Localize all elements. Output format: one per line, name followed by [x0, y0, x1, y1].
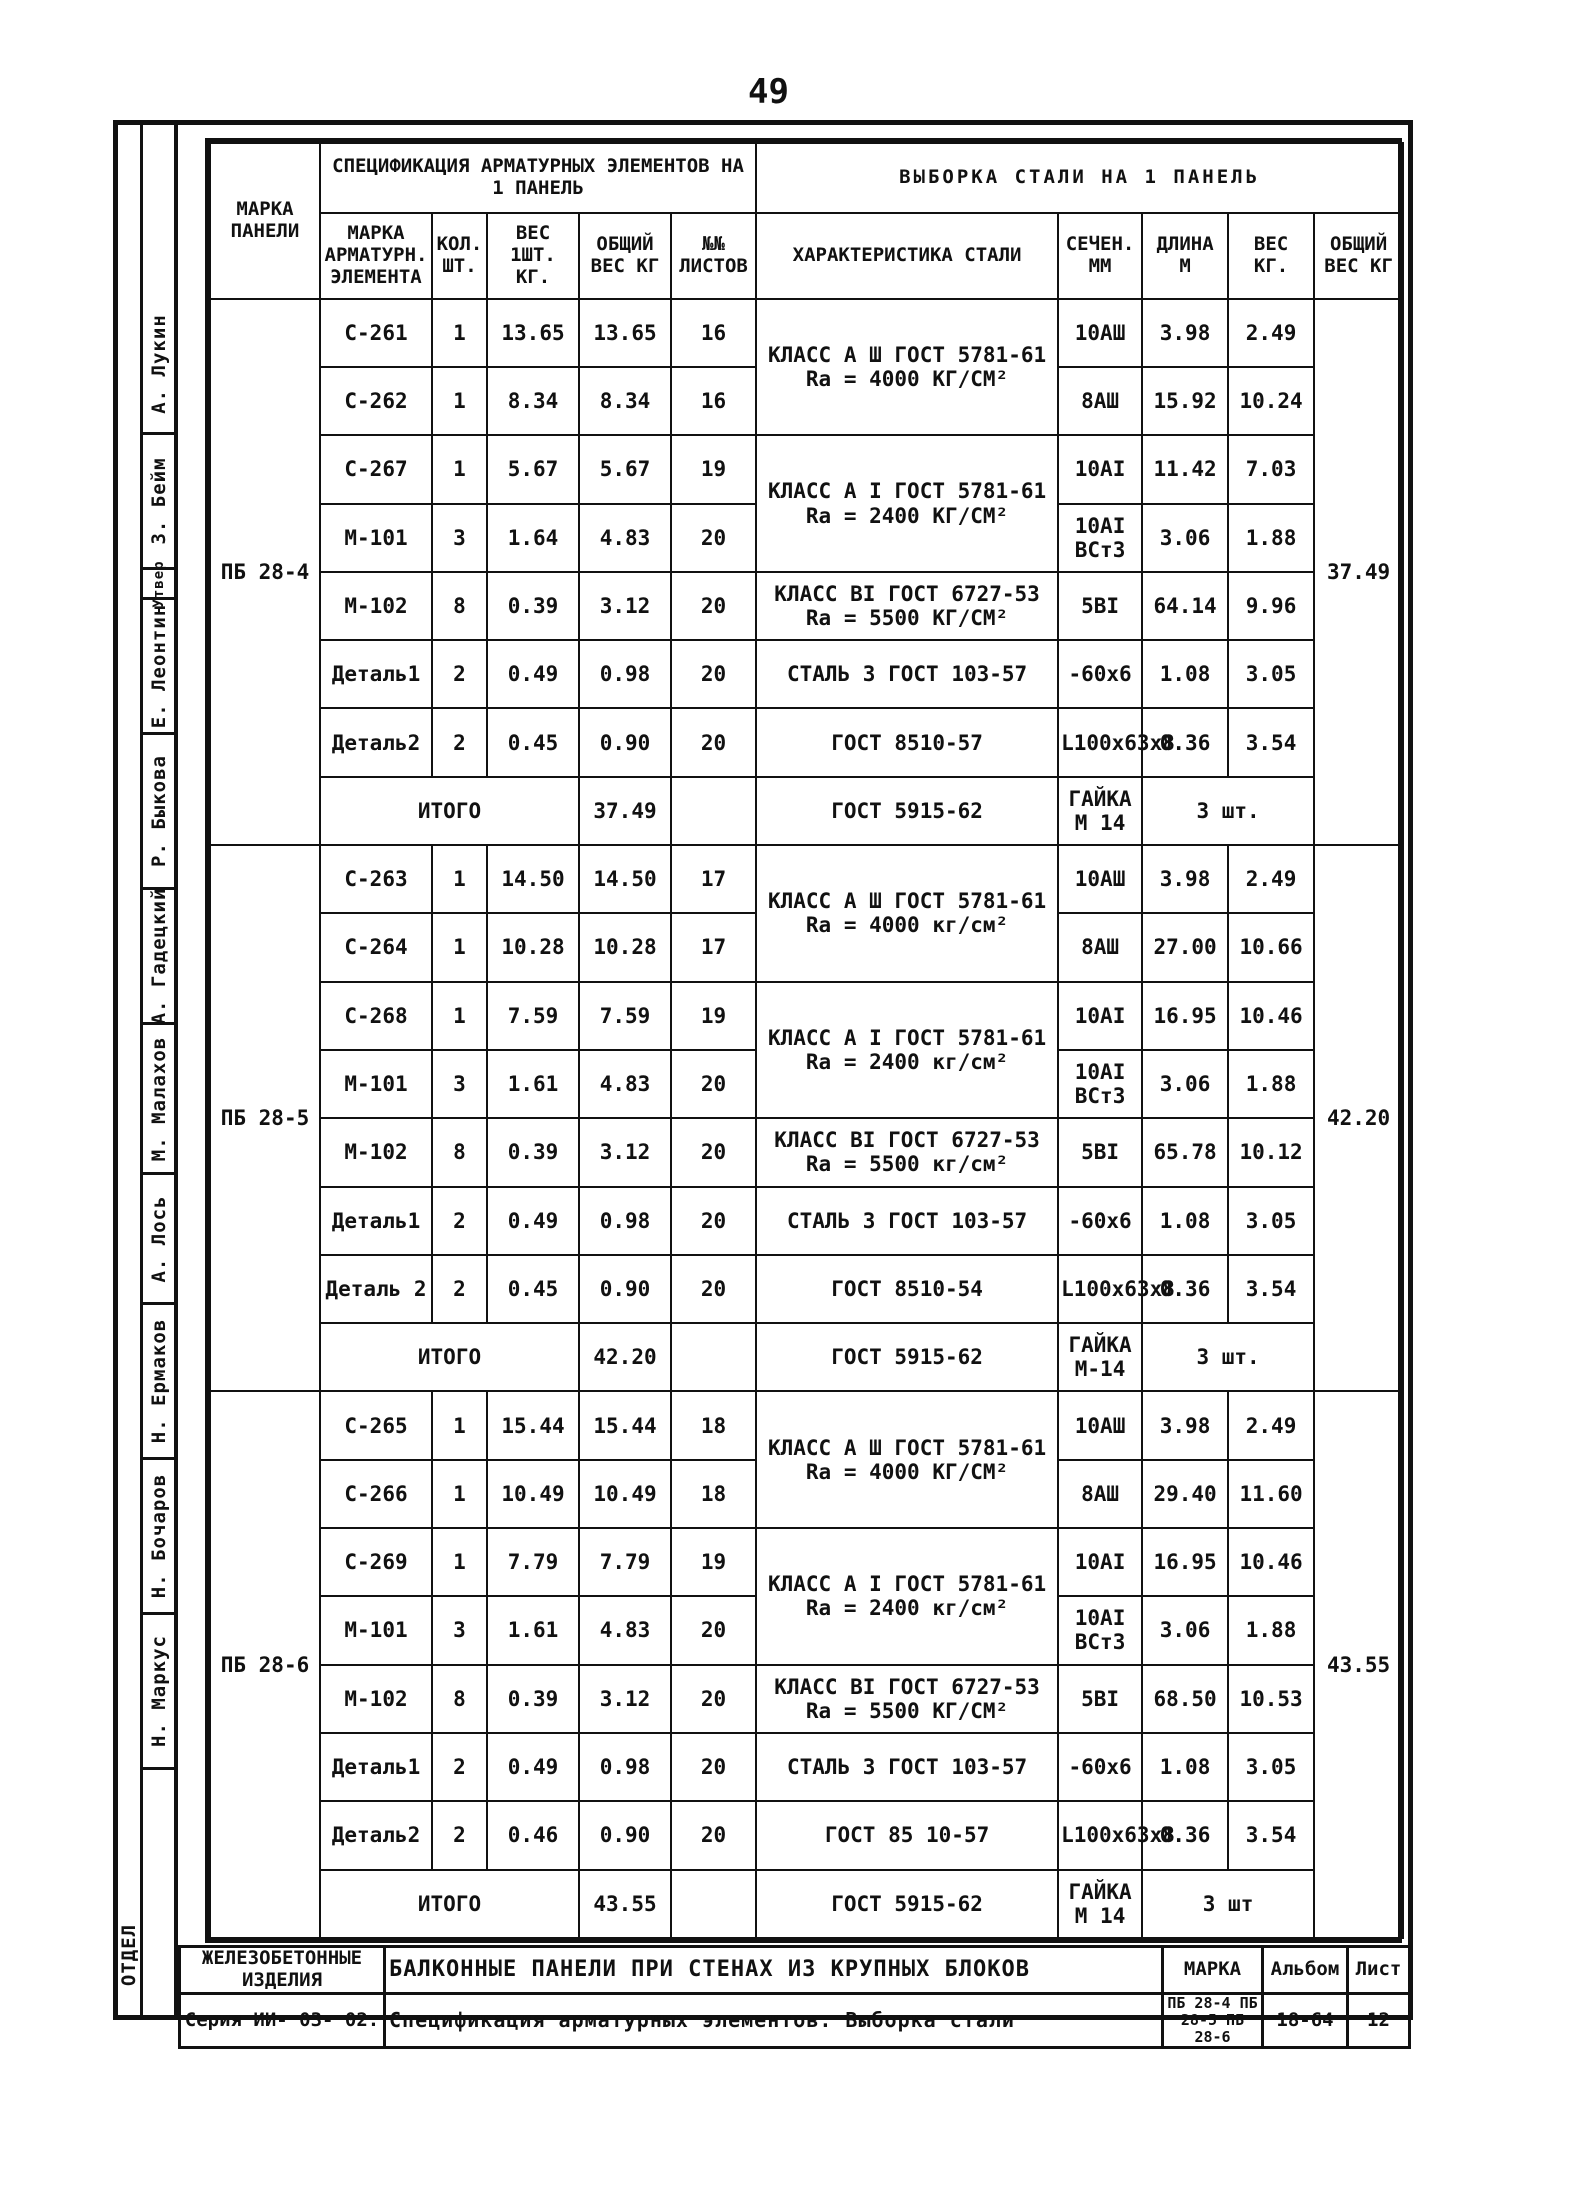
panel-total-steel-weight: 42.20 [1314, 845, 1403, 1391]
element-mark: С-261 [320, 299, 432, 367]
itogo-label: ИТОГО [320, 777, 579, 845]
itogo-value: 37.49 [579, 777, 671, 845]
element-total-weight: 3.12 [579, 572, 671, 640]
steel-weight: 3.54 [1228, 708, 1314, 776]
approver-cell [140, 1025, 178, 1175]
element-unit-weight: 14.50 [487, 845, 579, 913]
table-row [210, 299, 1403, 367]
steel-weight: 2.49 [1228, 1391, 1314, 1459]
steel-length: 16.95 [1142, 982, 1228, 1050]
steel-length: 68.50 [1142, 1665, 1228, 1733]
element-sheet: 20 [671, 504, 756, 572]
steel-section: -60х6 [1058, 1187, 1142, 1255]
element-mark: Деталь1 [320, 1187, 432, 1255]
element-quantity: 2 [432, 1255, 487, 1323]
nut-quantity: 3 шт [1142, 1870, 1314, 1938]
header-marka-element: МАРКА АРМАТУРН. ЭЛЕМЕНТА [320, 213, 432, 298]
approver-cell [140, 559, 178, 608]
approver-name: А. Лукин [148, 313, 170, 414]
table-row [210, 1733, 1403, 1801]
steel-length: 11.42 [1142, 435, 1228, 503]
album-number: 18-64 [1263, 1993, 1348, 2048]
nut-section: ГАЙКА М 14 [1058, 777, 1142, 845]
element-unit-weight: 0.39 [487, 572, 579, 640]
element-total-weight: 4.83 [579, 504, 671, 572]
steel-section: 5ВI [1058, 1118, 1142, 1186]
album-label: Альбом [1263, 1947, 1348, 1994]
element-unit-weight: 10.28 [487, 913, 579, 981]
header-unit-weight: ВЕС 1ШТ. КГ. [487, 213, 579, 298]
approver-cell [140, 1615, 178, 1770]
nut-section: ГАЙКА М-14 [1058, 1323, 1142, 1391]
table-row [210, 1118, 1403, 1186]
approver-cell [140, 600, 178, 735]
approver-name: Е. Леонтин [148, 603, 170, 729]
element-unit-weight: 0.39 [487, 1118, 579, 1186]
header-sheets: №№ ЛИСТОВ [671, 213, 756, 298]
element-sheet: 19 [671, 435, 756, 503]
steel-section: 10АШ [1058, 845, 1142, 913]
steel-characteristic: СТАЛЬ 3 ГОСТ 103-57 [756, 640, 1058, 708]
element-total-weight: 0.98 [579, 640, 671, 708]
steel-weight: 3.05 [1228, 640, 1314, 708]
nut-quantity: 3 шт. [1142, 777, 1314, 845]
element-unit-weight: 5.67 [487, 435, 579, 503]
header-steel-weight: ВЕС КГ. [1228, 213, 1314, 298]
element-sheet: 20 [671, 572, 756, 640]
steel-section: L100х63х8 [1058, 1255, 1142, 1323]
steel-characteristic: КЛАСС А Ш ГОСТ 5781-61 Rа = 4000 КГ/СМ² [756, 1391, 1058, 1528]
sheet-label: Лист [1348, 1947, 1410, 1994]
element-mark: М-102 [320, 1665, 432, 1733]
steel-section: -60х6 [1058, 1733, 1142, 1801]
steel-weight: 11.60 [1228, 1460, 1314, 1528]
table-row [210, 1665, 1403, 1733]
approver-cell [140, 735, 178, 890]
element-unit-weight: 15.44 [487, 1391, 579, 1459]
marka-values: ПБ 28-4 ПБ 28-5 ПБ 28-6 [1163, 1993, 1263, 2048]
element-total-weight: 14.50 [579, 845, 671, 913]
steel-characteristic: СТАЛЬ 3 ГОСТ 103-57 [756, 1733, 1058, 1801]
itogo-value: 43.55 [579, 1870, 671, 1938]
steel-length: 3.98 [1142, 845, 1228, 913]
element-sheet: 19 [671, 982, 756, 1050]
element-sheet: 20 [671, 1255, 756, 1323]
steel-weight: 10.46 [1228, 1528, 1314, 1596]
steel-characteristic: КЛАСС А I ГОСТ 5781-61 Rа = 2400 кг/см² [756, 1528, 1058, 1665]
table-row [210, 1323, 1403, 1391]
approver-cell [140, 1175, 178, 1305]
panel-mark: ПБ 28-4 [210, 299, 320, 845]
header-steel-characteristic: ХАРАКТЕРИСТИКА СТАЛИ [756, 213, 1058, 298]
element-unit-weight: 0.49 [487, 640, 579, 708]
element-total-weight: 3.12 [579, 1118, 671, 1186]
itogo-value: 42.20 [579, 1323, 671, 1391]
steel-length: 1.08 [1142, 1733, 1228, 1801]
element-unit-weight: 1.61 [487, 1050, 579, 1118]
panel-total-steel-weight: 43.55 [1314, 1391, 1403, 1938]
steel-section: 10АI [1058, 435, 1142, 503]
steel-weight: 2.49 [1228, 299, 1314, 367]
table-row [210, 1391, 1403, 1459]
strip-label: ОТДЕЛ [118, 1923, 140, 1987]
approver-name: Н. Бочаров [148, 1473, 170, 1599]
steel-section: 8АШ [1058, 1460, 1142, 1528]
element-mark: Деталь2 [320, 1801, 432, 1869]
table-row [210, 572, 1403, 640]
steel-section: 10АI ВСт3 [1058, 1596, 1142, 1664]
element-mark: С-264 [320, 913, 432, 981]
element-unit-weight: 1.61 [487, 1596, 579, 1664]
header-steel-total: ОБЩИЙ ВЕС КГ [1314, 213, 1403, 298]
steel-section: 10АI [1058, 982, 1142, 1050]
nut-quantity: 3 шт. [1142, 1323, 1314, 1391]
table-row [210, 1255, 1403, 1323]
element-unit-weight: 0.46 [487, 1801, 579, 1869]
nut-section: ГАЙКА М 14 [1058, 1870, 1142, 1938]
steel-section: 10АI [1058, 1528, 1142, 1596]
drawing-title-line1: БАЛКОННЫЕ ПАНЕЛИ ПРИ СТЕНАХ ИЗ КРУПНЫХ БЛОКОВ [385, 1947, 1163, 1994]
element-quantity: 2 [432, 1801, 487, 1869]
header-length: ДЛИНА М [1142, 213, 1228, 298]
element-total-weight: 8.34 [579, 367, 671, 435]
table-row [210, 1870, 1403, 1938]
element-total-weight: 10.28 [579, 913, 671, 981]
approver-cell [140, 887, 178, 1025]
element-sheet: 20 [671, 1187, 756, 1255]
element-unit-weight: 0.39 [487, 1665, 579, 1733]
steel-length: 0.36 [1142, 1801, 1228, 1869]
element-mark: М-101 [320, 1050, 432, 1118]
element-unit-weight: 7.79 [487, 1528, 579, 1596]
element-sheet: 17 [671, 913, 756, 981]
element-mark: Деталь2 [320, 708, 432, 776]
title-block [178, 1945, 1408, 2047]
table-row [210, 1187, 1403, 1255]
element-unit-weight: 7.59 [487, 982, 579, 1050]
steel-characteristic: КЛАСС А I ГОСТ 5781-61 Rа = 2400 кг/см² [756, 982, 1058, 1119]
nut-standard: ГОСТ 5915-62 [756, 777, 1058, 845]
table-row [210, 777, 1403, 845]
steel-length: 1.08 [1142, 640, 1228, 708]
element-total-weight: 0.90 [579, 708, 671, 776]
nut-standard: ГОСТ 5915-62 [756, 1870, 1058, 1938]
element-total-weight: 0.98 [579, 1187, 671, 1255]
series-number: Серия ИИ- 03- 02. [180, 1993, 385, 2048]
element-unit-weight: 13.65 [487, 299, 579, 367]
steel-section: 5ВI [1058, 1665, 1142, 1733]
empty-cell [671, 1323, 756, 1391]
approver-name: Н. Маркус [148, 1635, 170, 1747]
element-unit-weight: 0.49 [487, 1187, 579, 1255]
steel-section: L100х63х8 [1058, 1801, 1142, 1869]
sheet-number: 12 [1348, 1993, 1410, 2048]
itogo-label: ИТОГО [320, 1323, 579, 1391]
element-sheet: 20 [671, 1665, 756, 1733]
approver-cell [140, 435, 178, 570]
element-quantity: 2 [432, 640, 487, 708]
steel-length: 65.78 [1142, 1118, 1228, 1186]
steel-weight: 10.24 [1228, 367, 1314, 435]
element-sheet: 16 [671, 299, 756, 367]
element-mark: С-265 [320, 1391, 432, 1459]
steel-length: 27.00 [1142, 913, 1228, 981]
element-total-weight: 0.90 [579, 1255, 671, 1323]
approver-name: З. Бейм [148, 457, 170, 545]
header-quantity: КОЛ. ШТ. [432, 213, 487, 298]
org-name: ЖЕЛЕЗОБЕТОННЫЕ ИЗДЕЛИЯ [180, 1947, 385, 1994]
steel-characteristic: КЛАСС ВI ГОСТ 6727-53 Rа = 5500 КГ/СМ² [756, 572, 1058, 640]
steel-length: 1.08 [1142, 1187, 1228, 1255]
steel-weight: 3.54 [1228, 1801, 1314, 1869]
element-total-weight: 10.49 [579, 1460, 671, 1528]
steel-length: 3.06 [1142, 504, 1228, 572]
steel-weight: 10.66 [1228, 913, 1314, 981]
steel-characteristic: ГОСТ 8510-54 [756, 1255, 1058, 1323]
steel-characteristic: КЛАСС А Ш ГОСТ 5781-61 Rа = 4000 кг/см² [756, 845, 1058, 982]
specification-table-area [205, 138, 1402, 1943]
steel-length: 3.06 [1142, 1596, 1228, 1664]
steel-length: 0.36 [1142, 708, 1228, 776]
specification-table [209, 142, 1404, 1939]
element-mark: Деталь 2 [320, 1255, 432, 1323]
steel-weight: 1.88 [1228, 1596, 1314, 1664]
steel-length: 3.06 [1142, 1050, 1228, 1118]
element-quantity: 8 [432, 1665, 487, 1733]
element-quantity: 1 [432, 1391, 487, 1459]
steel-weight: 3.05 [1228, 1187, 1314, 1255]
steel-length: 29.40 [1142, 1460, 1228, 1528]
steel-length: 16.95 [1142, 1528, 1228, 1596]
element-quantity: 1 [432, 845, 487, 913]
element-sheet: 18 [671, 1460, 756, 1528]
element-quantity: 1 [432, 913, 487, 981]
steel-section: -60х6 [1058, 640, 1142, 708]
element-quantity: 8 [432, 1118, 487, 1186]
element-total-weight: 15.44 [579, 1391, 671, 1459]
element-sheet: 18 [671, 1391, 756, 1459]
steel-weight: 10.46 [1228, 982, 1314, 1050]
table-row [210, 982, 1403, 1050]
element-sheet: 20 [671, 640, 756, 708]
element-total-weight: 3.12 [579, 1665, 671, 1733]
empty-cell [671, 777, 756, 845]
steel-length: 15.92 [1142, 367, 1228, 435]
nut-standard: ГОСТ 5915-62 [756, 1323, 1058, 1391]
header-marka-paneli: МАРКА ПАНЕЛИ [210, 143, 320, 299]
element-total-weight: 0.90 [579, 1801, 671, 1869]
itogo-label: ИТОГО [320, 1870, 579, 1938]
steel-weight: 10.12 [1228, 1118, 1314, 1186]
header-spec-title: СПЕЦИФИКАЦИЯ АРМАТУРНЫХ ЭЛЕМЕНТОВ НА 1 ПАНЕЛЬ [320, 143, 756, 213]
steel-weight: 1.88 [1228, 504, 1314, 572]
element-mark: Деталь1 [320, 640, 432, 708]
table-row [210, 640, 1403, 708]
steel-length: 64.14 [1142, 572, 1228, 640]
steel-characteristic: КЛАСС ВI ГОСТ 6727-53 Rа = 5500 КГ/СМ² [756, 1665, 1058, 1733]
steel-weight: 1.88 [1228, 1050, 1314, 1118]
steel-section: 5ВI [1058, 572, 1142, 640]
element-total-weight: 7.59 [579, 982, 671, 1050]
marka-label: МАРКА [1163, 1947, 1263, 1994]
element-sheet: 16 [671, 367, 756, 435]
header-vyborka-title: ВЫБОРКА СТАЛИ НА 1 ПАНЕЛЬ [756, 143, 1403, 213]
steel-characteristic: ГОСТ 85 10-57 [756, 1801, 1058, 1869]
header-section: СЕЧЕН. ММ [1058, 213, 1142, 298]
element-quantity: 1 [432, 367, 487, 435]
steel-length: 3.98 [1142, 1391, 1228, 1459]
steel-length: 3.98 [1142, 299, 1228, 367]
element-sheet: 20 [671, 1801, 756, 1869]
steel-weight: 3.54 [1228, 1255, 1314, 1323]
element-sheet: 20 [671, 1733, 756, 1801]
element-quantity: 1 [432, 299, 487, 367]
element-mark: М-101 [320, 504, 432, 572]
element-unit-weight: 0.45 [487, 1255, 579, 1323]
approver-name: Н. Ермаков [148, 1318, 170, 1444]
steel-weight: 7.03 [1228, 435, 1314, 503]
table-row [210, 435, 1403, 503]
title-block-table [178, 1945, 1411, 2049]
element-mark: С-263 [320, 845, 432, 913]
approver-name: Утвер [151, 559, 167, 608]
element-total-weight: 0.98 [579, 1733, 671, 1801]
approver-name: М. Малахов [148, 1036, 170, 1161]
element-mark: М-102 [320, 1118, 432, 1186]
table-row [210, 845, 1403, 913]
panel-mark: ПБ 28-6 [210, 1391, 320, 1938]
approver-cell [140, 295, 178, 435]
approver-cell [140, 1305, 178, 1460]
steel-section: 8АШ [1058, 367, 1142, 435]
panel-mark: ПБ 28-5 [210, 845, 320, 1391]
steel-section: 8АШ [1058, 913, 1142, 981]
element-total-weight: 4.83 [579, 1596, 671, 1664]
steel-section: L100х63х8 [1058, 708, 1142, 776]
drawing-title-line2: Спецификация арматурных элементов. Выборка стали [385, 1993, 1163, 2048]
element-unit-weight: 0.45 [487, 708, 579, 776]
element-quantity: 1 [432, 1528, 487, 1596]
element-mark: М-101 [320, 1596, 432, 1664]
element-unit-weight: 8.34 [487, 367, 579, 435]
steel-characteristic: КЛАСС А Ш ГОСТ 5781-61 Rа = 4000 КГ/СМ² [756, 299, 1058, 436]
page-number: 49 [748, 72, 789, 112]
steel-length: 0.36 [1142, 1255, 1228, 1323]
element-mark: С-267 [320, 435, 432, 503]
element-unit-weight: 10.49 [487, 1460, 579, 1528]
approver-name: Р. Быкова [148, 755, 170, 867]
empty-cell [671, 1870, 756, 1938]
element-quantity: 1 [432, 435, 487, 503]
approver-name: А. Гадецкий [148, 887, 170, 1025]
steel-characteristic: КЛАСС ВI ГОСТ 6727-53 Rа = 5500 кг/см² [756, 1118, 1058, 1186]
element-unit-weight: 0.49 [487, 1733, 579, 1801]
element-sheet: 20 [671, 1596, 756, 1664]
element-quantity: 1 [432, 1460, 487, 1528]
element-quantity: 3 [432, 1596, 487, 1664]
steel-weight: 3.05 [1228, 1733, 1314, 1801]
approver-name: А. Лось [148, 1194, 170, 1283]
element-quantity: 2 [432, 708, 487, 776]
steel-weight: 2.49 [1228, 845, 1314, 913]
element-mark: С-262 [320, 367, 432, 435]
steel-characteristic: КЛАСС А I ГОСТ 5781-61 Rа = 2400 КГ/СМ² [756, 435, 1058, 572]
element-sheet: 17 [671, 845, 756, 913]
steel-weight: 10.53 [1228, 1665, 1314, 1733]
element-unit-weight: 1.64 [487, 504, 579, 572]
steel-section: 10АI ВСт3 [1058, 1050, 1142, 1118]
element-sheet: 20 [671, 708, 756, 776]
steel-characteristic: ГОСТ 8510-57 [756, 708, 1058, 776]
element-total-weight: 5.67 [579, 435, 671, 503]
header-total-weight: ОБЩИЙ ВЕС КГ [579, 213, 671, 298]
table-row [210, 1801, 1403, 1869]
element-total-weight: 4.83 [579, 1050, 671, 1118]
table-row [210, 1528, 1403, 1596]
element-quantity: 2 [432, 1733, 487, 1801]
element-total-weight: 13.65 [579, 299, 671, 367]
element-sheet: 19 [671, 1528, 756, 1596]
steel-section: 10АШ [1058, 299, 1142, 367]
panel-total-steel-weight: 37.49 [1314, 299, 1403, 845]
steel-section: 10АШ [1058, 1391, 1142, 1459]
element-total-weight: 7.79 [579, 1528, 671, 1596]
approver-cell [140, 1460, 178, 1615]
element-quantity: 2 [432, 1187, 487, 1255]
element-mark: С-268 [320, 982, 432, 1050]
element-mark: С-269 [320, 1528, 432, 1596]
element-mark: С-266 [320, 1460, 432, 1528]
table-row [210, 708, 1403, 776]
element-quantity: 1 [432, 982, 487, 1050]
element-quantity: 8 [432, 572, 487, 640]
element-quantity: 3 [432, 1050, 487, 1118]
steel-characteristic: СТАЛЬ 3 ГОСТ 103-57 [756, 1187, 1058, 1255]
element-sheet: 20 [671, 1118, 756, 1186]
element-mark: М-102 [320, 572, 432, 640]
element-quantity: 3 [432, 504, 487, 572]
element-sheet: 20 [671, 1050, 756, 1118]
approval-sidebar [118, 125, 178, 2015]
steel-weight: 9.96 [1228, 572, 1314, 640]
steel-section: 10АI ВСт3 [1058, 504, 1142, 572]
element-mark: Деталь1 [320, 1733, 432, 1801]
